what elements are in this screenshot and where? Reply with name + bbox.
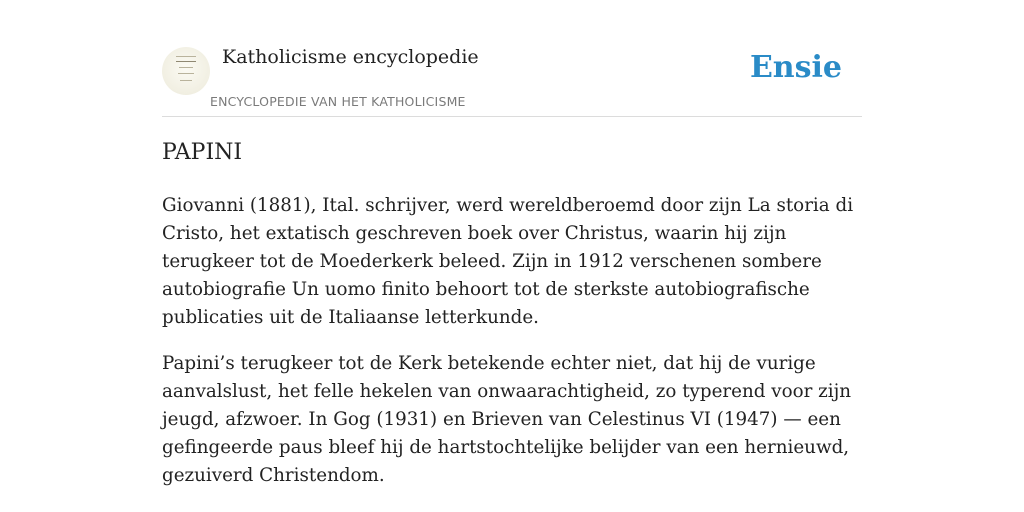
cover-line: [176, 61, 196, 62]
ensie-logo-link[interactable]: Ensie: [749, 50, 842, 85]
header: [162, 44, 862, 117]
cover-line: [176, 56, 196, 57]
book-subtitle: ENCYCLOPEDIE VAN HET KATHOLICISME: [210, 94, 466, 109]
entry-paragraph: Giovanni (1881), Ital. schrijver, werd wereldberoemd door zijn La storia di Cristo, het extatisch geschreven boek over Christus, waarin hij zijn terugkeer tot de Moederkerk beleed. Zijn in 1912 verschenen sombere autobiografie Un uomo finito behoort tot de sterkste autobiografische publicaties uit de Italiaanse letterkunde.: [162, 195, 854, 328]
book-cover-icon[interactable]: [162, 47, 210, 95]
entry-title: PAPINI: [162, 140, 243, 165]
cover-line: [179, 67, 193, 68]
cover-line: [180, 80, 192, 81]
entry-paragraph: Papini’s terugkeer tot de Kerk betekende echter niet, dat hij de vurige aanvalslust, het felle hekelen van onwaarachtigheid, zo typerend voor zijn jeugd, afzwoer. In Gog (1931) en Brieven van Celestinus VI (1947) — een gefingeerde paus bleef hij de hartstochtelijke belijder van een hernieuwd, gezuiverd Christendom.: [162, 353, 852, 486]
book-title-link[interactable]: Katholicisme encyclopedie: [222, 46, 479, 68]
cover-line: [178, 73, 194, 74]
entry-content: [162, 192, 868, 508]
